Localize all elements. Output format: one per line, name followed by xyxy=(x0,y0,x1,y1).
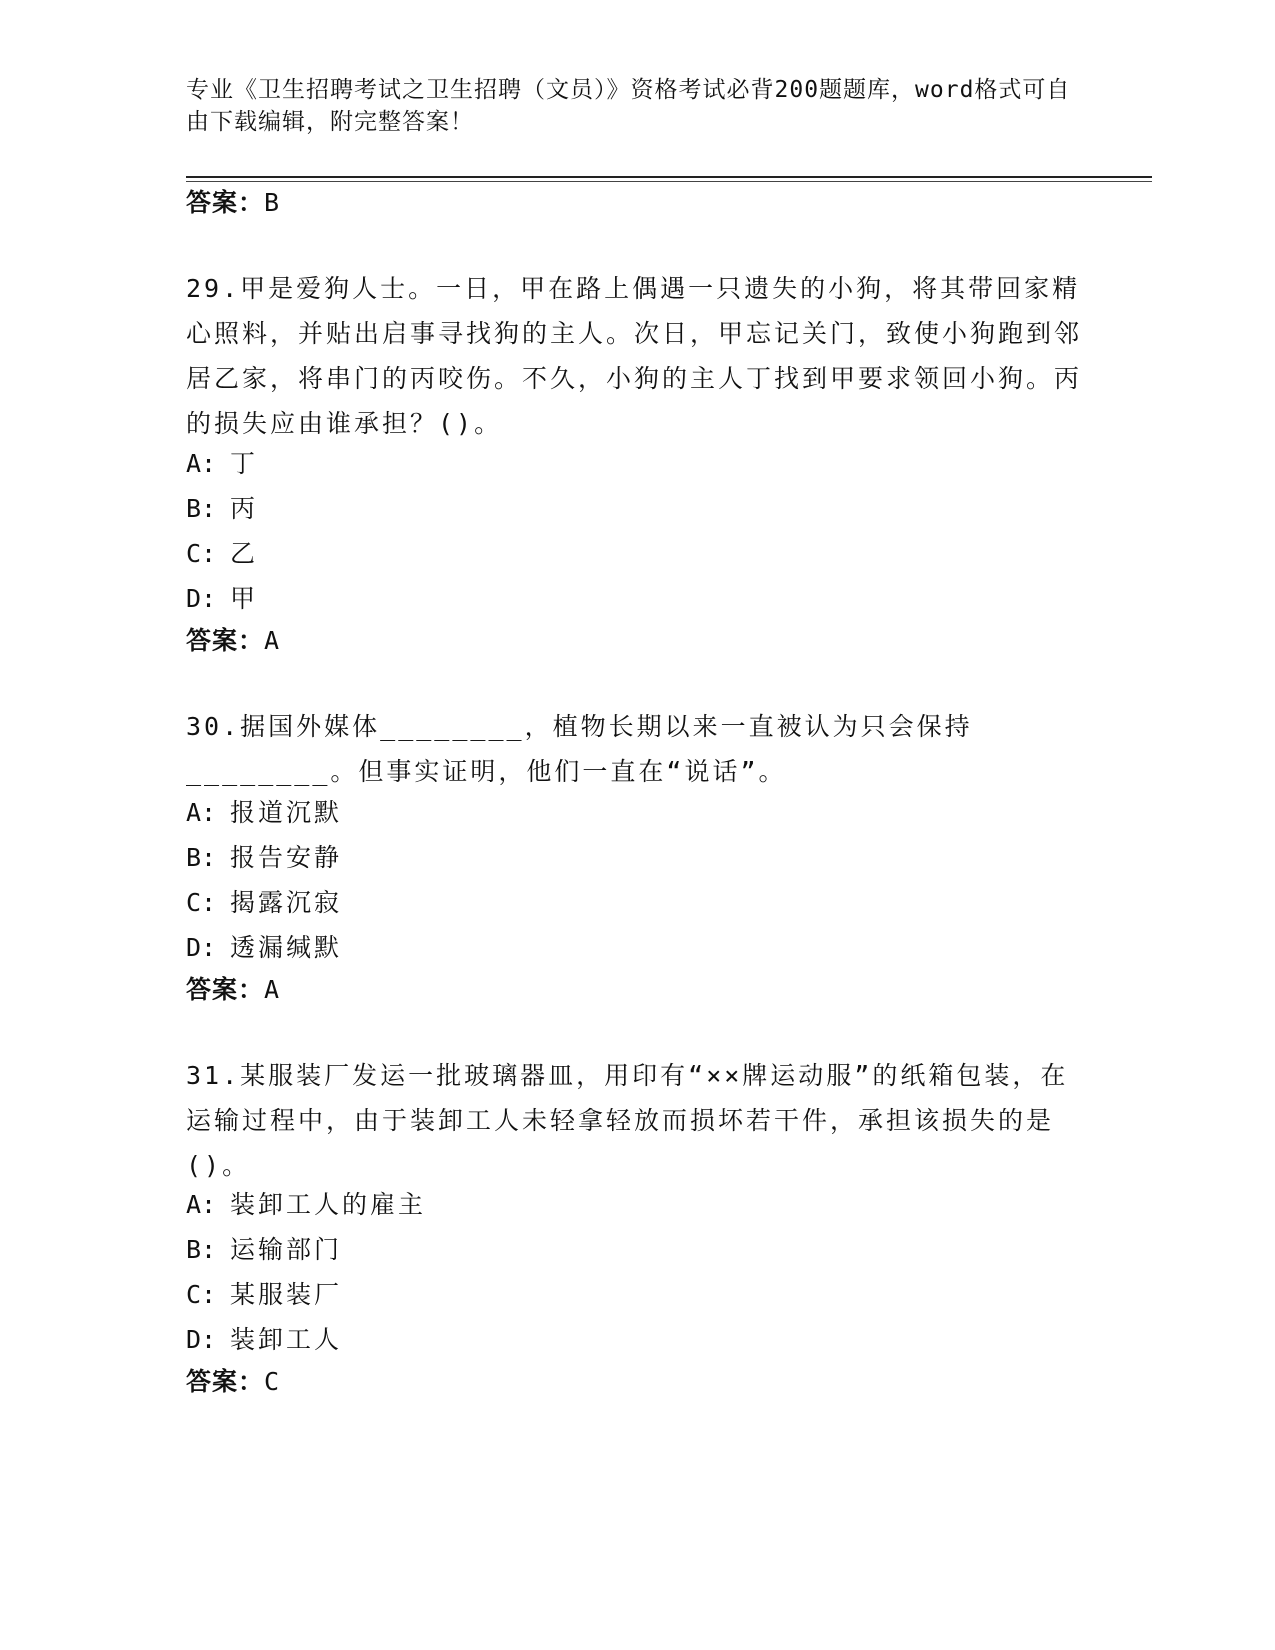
question-text: 30.据国外媒体________，植物长期以来一直被认为只会保持________。但事实证明，他们一直在“说话”。 xyxy=(186,712,973,786)
option-letter: D: xyxy=(186,1325,217,1354)
option-a xyxy=(186,1182,1086,1227)
answer-value: A xyxy=(264,626,281,655)
answer-label: 答案： xyxy=(186,975,265,1004)
option-text: 甲 xyxy=(230,584,259,613)
answer-label: 答案： xyxy=(186,626,265,655)
answer-line xyxy=(186,621,1086,661)
answer-value: A xyxy=(264,975,281,1004)
option-b xyxy=(186,486,1086,531)
header-divider xyxy=(186,176,1152,178)
page-header: 专业《卫生招聘考试之卫生招聘（文员）》资格考试必背200题题库，word格式可自由下载编辑，附完整答案！ xyxy=(186,77,1071,135)
option-a xyxy=(186,441,1086,486)
answer-value: B xyxy=(264,188,281,217)
option-list xyxy=(186,441,1086,621)
option-letter: D: xyxy=(186,584,217,613)
option-d xyxy=(186,576,1086,621)
question-text: 31.某服装厂发运一批玻璃器皿，用印有“××牌运动服”的纸箱包装，在运输过程中，由于装卸工人未轻拿轻放而损坏若干件，承担该损失的是()。 xyxy=(186,1061,1069,1180)
option-letter: B: xyxy=(186,494,217,523)
question-text: 29.甲是爱狗人士。一日，甲在路上偶遇一只遗失的小狗，将其带回家精心照料，并贴出启事寻找狗的主人。次日，甲忘记关门，致使小狗跑到邻居乙家，将串门的丙咬伤。不久，小狗的主人丁找到甲要求领回小狗。丙的损失应由谁承担？()。 xyxy=(186,274,1083,438)
answer-label: 答案： xyxy=(186,188,265,217)
option-letter: A: xyxy=(186,449,217,478)
header-divider-thin xyxy=(186,181,1152,182)
option-text: 报道沉默 xyxy=(230,798,343,827)
option-b xyxy=(186,1227,1086,1272)
option-list xyxy=(186,1182,1086,1362)
option-letter: B: xyxy=(186,843,217,872)
option-d xyxy=(186,1317,1086,1362)
option-text: 报告安静 xyxy=(230,843,343,872)
option-c xyxy=(186,880,1086,925)
option-text: 揭露沉寂 xyxy=(230,888,343,917)
option-text: 丁 xyxy=(230,449,259,478)
option-text: 运输部门 xyxy=(230,1235,343,1264)
option-text: 乙 xyxy=(230,539,259,568)
option-b xyxy=(186,835,1086,880)
option-c xyxy=(186,1272,1086,1317)
option-letter: A: xyxy=(186,798,217,827)
option-letter: D: xyxy=(186,933,217,962)
answer-line xyxy=(186,1362,1086,1402)
answer-line xyxy=(186,970,1086,1010)
option-text: 透漏缄默 xyxy=(230,933,343,962)
option-text: 装卸工人 xyxy=(230,1325,343,1354)
answer-label: 答案： xyxy=(186,1367,265,1396)
option-d xyxy=(186,925,1086,970)
option-letter: A: xyxy=(186,1190,217,1219)
option-letter: C: xyxy=(186,888,217,917)
answer-value: C xyxy=(264,1367,281,1396)
option-letter: C: xyxy=(186,1280,217,1309)
option-letter: B: xyxy=(186,1235,217,1264)
option-list xyxy=(186,790,1086,970)
answer-line xyxy=(186,183,1086,223)
option-letter: C: xyxy=(186,539,217,568)
option-text: 装卸工人的雇主 xyxy=(230,1190,427,1219)
option-a xyxy=(186,790,1086,835)
option-text: 某服装厂 xyxy=(230,1280,343,1309)
option-c xyxy=(186,531,1086,576)
option-text: 丙 xyxy=(230,494,259,523)
